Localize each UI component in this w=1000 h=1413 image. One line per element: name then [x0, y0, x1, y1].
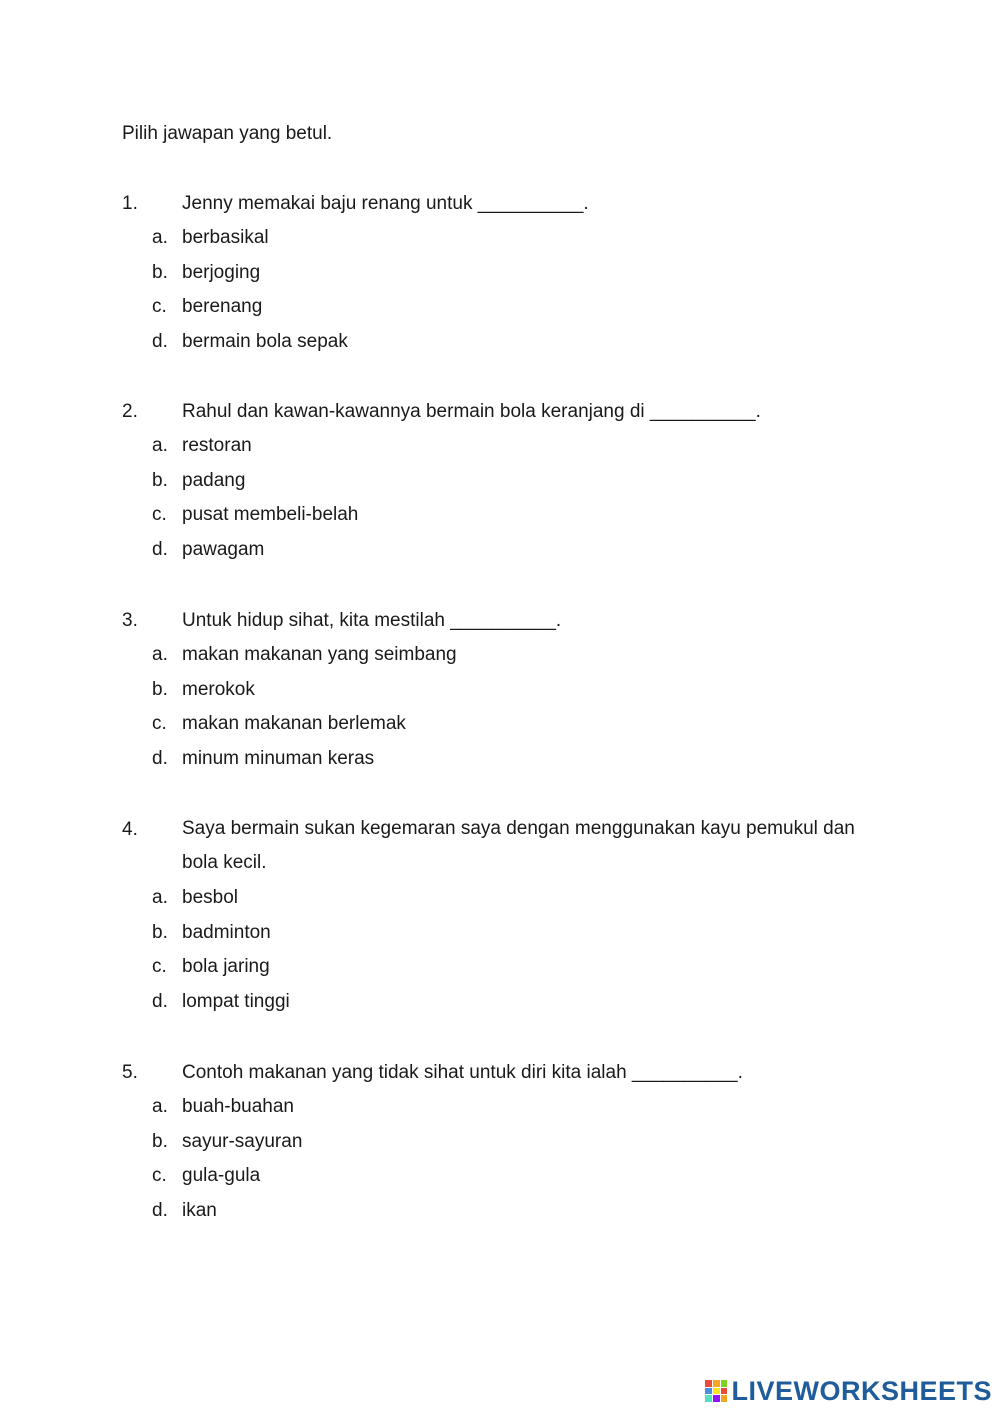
option-letter: d.: [152, 991, 168, 1013]
question-number: 1.: [122, 193, 138, 214]
question-4: [122, 812, 882, 1020]
question-number: 2.: [122, 401, 138, 422]
liveworksheets-logo: [705, 1377, 992, 1405]
option-b[interactable]: [122, 256, 882, 291]
option-letter: d.: [152, 1200, 168, 1222]
option-c[interactable]: [122, 707, 882, 742]
option-letter: d.: [152, 539, 168, 561]
option-letter: b.: [152, 261, 168, 283]
question-stem: [122, 1055, 882, 1090]
option-b[interactable]: [122, 673, 882, 708]
logo-text: LIVEWORKSHEETS: [731, 1375, 992, 1406]
question-text: Saya bermain sukan kegemaran saya dengan menggunakan kayu pemukul dan bola kecil.: [182, 818, 855, 873]
option-a[interactable]: [122, 429, 882, 464]
option-text: minum minuman keras: [182, 748, 375, 770]
option-letter: a.: [152, 644, 168, 665]
option-text: sayur-sayuran: [182, 1130, 303, 1152]
option-d[interactable]: [122, 533, 882, 568]
option-a[interactable]: [122, 221, 882, 256]
option-text: makan makanan berlemak: [182, 713, 406, 735]
question-3: [122, 603, 882, 777]
option-b[interactable]: [122, 464, 882, 499]
option-d[interactable]: [122, 742, 882, 777]
option-c[interactable]: [122, 498, 882, 533]
option-letter: c.: [152, 956, 167, 978]
instruction-text: Pilih jawapan yang betul.: [122, 123, 333, 144]
option-letter: a.: [152, 1096, 168, 1117]
option-d[interactable]: [122, 985, 882, 1020]
option-letter: d.: [152, 748, 168, 770]
option-c[interactable]: [122, 290, 882, 325]
option-d[interactable]: [122, 325, 882, 360]
option-b[interactable]: [122, 916, 882, 951]
option-text: merokok: [182, 678, 255, 700]
option-text: berjoging: [182, 261, 261, 283]
option-c[interactable]: [122, 1159, 882, 1194]
option-letter: b.: [152, 678, 168, 700]
option-text: berenang: [182, 296, 263, 318]
question-stem: [122, 394, 882, 429]
option-text: badminton: [182, 921, 271, 943]
option-a[interactable]: [122, 881, 882, 916]
question-text: Jenny memakai baju renang untuk __________.: [182, 193, 589, 214]
option-letter: c.: [152, 713, 167, 735]
question-stem: [122, 603, 882, 638]
question-stem: [122, 812, 882, 881]
option-a[interactable]: [122, 1090, 882, 1125]
option-text: ikan: [182, 1200, 217, 1222]
question-stem: [122, 186, 882, 221]
option-text: buah-buahan: [182, 1096, 294, 1117]
option-text: pawagam: [182, 539, 265, 561]
option-text: lompat tinggi: [182, 991, 290, 1013]
question-text: Rahul dan kawan-kawannya bermain bola keranjang di __________.: [182, 401, 761, 422]
option-letter: a.: [152, 435, 168, 456]
option-text: besbol: [182, 887, 238, 908]
question-5: [122, 1055, 882, 1229]
option-letter: a.: [152, 887, 168, 908]
option-letter: c.: [152, 296, 167, 318]
question-text: Contoh makanan yang tidak sihat untuk diri kita ialah __________.: [182, 1062, 743, 1083]
option-letter: d.: [152, 331, 168, 353]
option-c[interactable]: [122, 950, 882, 985]
question-text: Untuk hidup sihat, kita mestilah __________.: [182, 610, 562, 631]
option-a[interactable]: [122, 638, 882, 673]
option-text: gula-gula: [182, 1165, 261, 1187]
question-number: 5.: [122, 1062, 138, 1083]
option-text: bola jaring: [182, 956, 270, 978]
question-2: [122, 394, 882, 568]
logo-grid-icon: [705, 1380, 727, 1402]
option-letter: c.: [152, 504, 167, 526]
option-letter: b.: [152, 469, 168, 491]
option-letter: a.: [152, 227, 168, 248]
question-1: [122, 186, 882, 360]
option-d[interactable]: [122, 1194, 882, 1229]
option-text: padang: [182, 469, 246, 491]
question-number: 3.: [122, 610, 138, 631]
question-number: 4.: [122, 819, 138, 840]
option-text: berbasikal: [182, 227, 269, 248]
option-text: makan makanan yang seimbang: [182, 644, 457, 665]
option-text: pusat membeli-belah: [182, 504, 359, 526]
option-letter: c.: [152, 1165, 167, 1187]
option-letter: b.: [152, 921, 168, 943]
option-text: restoran: [182, 435, 252, 456]
option-text: bermain bola sepak: [182, 331, 348, 353]
option-b[interactable]: [122, 1125, 882, 1160]
option-letter: b.: [152, 1130, 168, 1152]
